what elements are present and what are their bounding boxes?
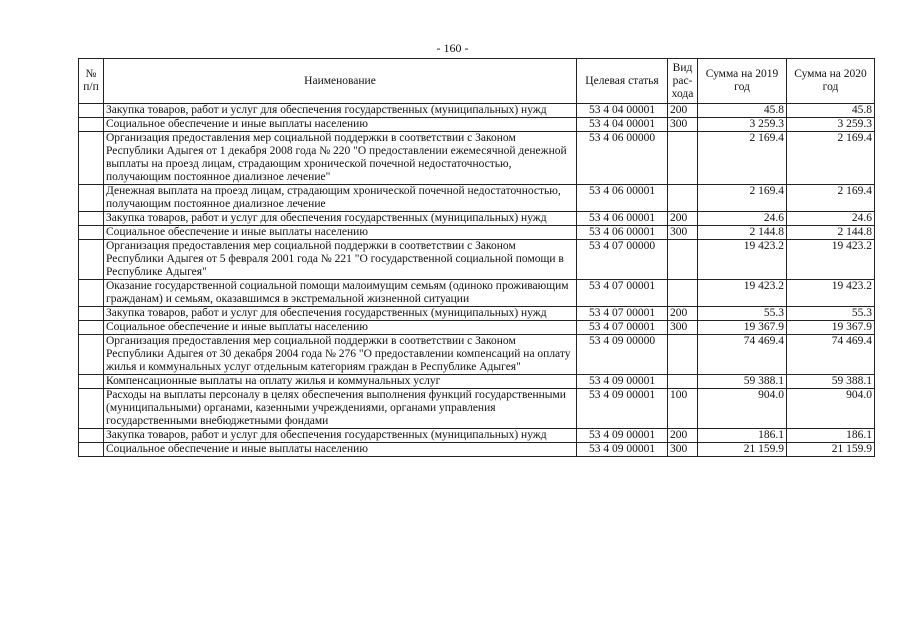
cell-code: 53 4 06 00001 xyxy=(577,212,668,226)
cell-vid: 300 xyxy=(668,321,698,335)
cell-vid xyxy=(668,375,698,389)
cell-sum2019: 21 159.9 xyxy=(698,443,787,457)
cell-num xyxy=(79,132,104,185)
table-row xyxy=(79,429,875,443)
cell-sum2019: 904.0 xyxy=(698,389,787,429)
cell-code: 53 4 07 00001 xyxy=(577,321,668,335)
table-row xyxy=(79,104,875,118)
cell-vid: 100 xyxy=(668,389,698,429)
cell-name: Социальное обеспечение и иные выплаты населению xyxy=(104,321,577,335)
cell-name: Оказание государственной социальной помощи малоимущим семьям (одиноко проживающим гражданам) и семьям, оказавшимся в экстремальной жизненной ситуации xyxy=(104,280,577,307)
header-name: Наименование xyxy=(104,59,577,104)
cell-num xyxy=(79,240,104,280)
cell-name: Закупка товаров, работ и услуг для обеспечения государственных (муниципальных) нужд xyxy=(104,212,577,226)
cell-code: 53 4 06 00001 xyxy=(577,226,668,240)
cell-sum2019: 74 469.4 xyxy=(698,335,787,375)
cell-num xyxy=(79,185,104,212)
cell-sum2019: 55.3 xyxy=(698,307,787,321)
header-num: № п/п xyxy=(79,59,104,104)
cell-num xyxy=(79,307,104,321)
header-sum-2020: Сумма на 2020 год xyxy=(787,59,875,104)
header-vid: Вид рас-хода xyxy=(668,59,698,104)
cell-num xyxy=(79,321,104,335)
cell-code: 53 4 07 00001 xyxy=(577,280,668,307)
cell-sum2020: 19 423.2 xyxy=(787,240,875,280)
cell-vid: 200 xyxy=(668,307,698,321)
cell-name: Компенсационные выплаты на оплату жилья и коммунальных услуг xyxy=(104,375,577,389)
cell-vid: 200 xyxy=(668,212,698,226)
cell-vid xyxy=(668,185,698,212)
cell-sum2020: 2 169.4 xyxy=(787,185,875,212)
table-row xyxy=(79,118,875,132)
cell-num xyxy=(79,212,104,226)
cell-sum2019: 19 367.9 xyxy=(698,321,787,335)
table-row xyxy=(79,335,875,375)
cell-sum2019: 59 388.1 xyxy=(698,375,787,389)
cell-vid xyxy=(668,280,698,307)
cell-code: 53 4 09 00001 xyxy=(577,443,668,457)
cell-sum2020: 2 144.8 xyxy=(787,226,875,240)
cell-name: Закупка товаров, работ и услуг для обеспечения государственных (муниципальных) нужд xyxy=(104,307,577,321)
cell-sum2020: 19 367.9 xyxy=(787,321,875,335)
cell-num xyxy=(79,104,104,118)
cell-sum2020: 45.8 xyxy=(787,104,875,118)
cell-sum2020: 186.1 xyxy=(787,429,875,443)
cell-sum2019: 19 423.2 xyxy=(698,280,787,307)
cell-code: 53 4 06 00001 xyxy=(577,185,668,212)
cell-sum2019: 186.1 xyxy=(698,429,787,443)
cell-num xyxy=(79,375,104,389)
table-row xyxy=(79,375,875,389)
table-row xyxy=(79,185,875,212)
cell-sum2020: 55.3 xyxy=(787,307,875,321)
cell-code: 53 4 04 00001 xyxy=(577,104,668,118)
cell-vid: 300 xyxy=(668,118,698,132)
cell-name: Закупка товаров, работ и услуг для обеспечения государственных (муниципальных) нужд xyxy=(104,104,577,118)
cell-vid: 300 xyxy=(668,226,698,240)
cell-num xyxy=(79,389,104,429)
cell-name: Социальное обеспечение и иные выплаты населению xyxy=(104,226,577,240)
cell-code: 53 4 06 00000 xyxy=(577,132,668,185)
cell-num xyxy=(79,226,104,240)
cell-name: Денежная выплата на проезд лицам, страдающим хронической почечной недостаточностью, получающим постоянное диализное лечение xyxy=(104,185,577,212)
cell-num xyxy=(79,335,104,375)
cell-vid xyxy=(668,335,698,375)
cell-code: 53 4 09 00001 xyxy=(577,375,668,389)
cell-num xyxy=(79,118,104,132)
table-row xyxy=(79,212,875,226)
page-number: - 160 - xyxy=(436,41,469,55)
header-sum-2019: Сумма на 2019 год xyxy=(698,59,787,104)
table-row xyxy=(79,321,875,335)
cell-num xyxy=(79,429,104,443)
cell-code: 53 4 07 00001 xyxy=(577,307,668,321)
table-row xyxy=(79,389,875,429)
header-row xyxy=(79,59,875,104)
cell-sum2019: 19 423.2 xyxy=(698,240,787,280)
cell-name: Закупка товаров, работ и услуг для обеспечения государственных (муниципальных) нужд xyxy=(104,429,577,443)
cell-sum2020: 3 259.3 xyxy=(787,118,875,132)
table-row xyxy=(79,226,875,240)
table-row xyxy=(79,132,875,185)
cell-sum2020: 904.0 xyxy=(787,389,875,429)
cell-num xyxy=(79,280,104,307)
cell-vid xyxy=(668,132,698,185)
cell-code: 53 4 04 00001 xyxy=(577,118,668,132)
cell-name: Организация предоставления мер социальной поддержки в соответствии с Законом Республики Адыгея от 5 февраля 2001 года № 221 "О государственной социальной помощи в Республике Адыгея" xyxy=(104,240,577,280)
cell-name: Социальное обеспечение и иные выплаты населению xyxy=(104,118,577,132)
cell-sum2019: 2 144.8 xyxy=(698,226,787,240)
cell-num xyxy=(79,443,104,457)
cell-sum2020: 19 423.2 xyxy=(787,280,875,307)
header-code: Целевая статья xyxy=(577,59,668,104)
cell-name: Расходы на выплаты персоналу в целях обеспечения выполнения функций государственными (муниципальными) органами, казенными учреждениями, органами управления государственными внебюджетными фондами xyxy=(104,389,577,429)
cell-name: Социальное обеспечение и иные выплаты населению xyxy=(104,443,577,457)
cell-sum2020: 21 159.9 xyxy=(787,443,875,457)
table-row xyxy=(79,443,875,457)
table-row xyxy=(79,280,875,307)
cell-vid xyxy=(668,240,698,280)
table-row xyxy=(79,240,875,280)
cell-vid: 200 xyxy=(668,429,698,443)
cell-sum2019: 2 169.4 xyxy=(698,132,787,185)
cell-name: Организация предоставления мер социальной поддержки в соответствии с Законом Республики Адыгея от 1 декабря 2008 года № 220 "О предоставлении ежемесячной денежной выплаты на проезд лицам, страдающим хронической почечной недостаточностью, получающим постоянное диализное лечение" xyxy=(104,132,577,185)
budget-table xyxy=(78,58,875,457)
cell-sum2020: 24.6 xyxy=(787,212,875,226)
cell-sum2020: 59 388.1 xyxy=(787,375,875,389)
cell-code: 53 4 09 00001 xyxy=(577,389,668,429)
cell-vid: 300 xyxy=(668,443,698,457)
cell-sum2019: 2 169.4 xyxy=(698,185,787,212)
cell-code: 53 4 07 00000 xyxy=(577,240,668,280)
cell-sum2020: 74 469.4 xyxy=(787,335,875,375)
cell-sum2019: 45.8 xyxy=(698,104,787,118)
cell-sum2019: 24.6 xyxy=(698,212,787,226)
table-row xyxy=(79,307,875,321)
cell-sum2019: 3 259.3 xyxy=(698,118,787,132)
cell-code: 53 4 09 00000 xyxy=(577,335,668,375)
cell-code: 53 4 09 00001 xyxy=(577,429,668,443)
cell-sum2020: 2 169.4 xyxy=(787,132,875,185)
cell-name: Организация предоставления мер социальной поддержки в соответствии с Законом Республики Адыгея от 30 декабря 2004 года № 276 "О предоставлении компенсаций на оплату жилья и коммунальных услуг отдельным категориям граждан в Республике Адыгея" xyxy=(104,335,577,375)
cell-vid: 200 xyxy=(668,104,698,118)
